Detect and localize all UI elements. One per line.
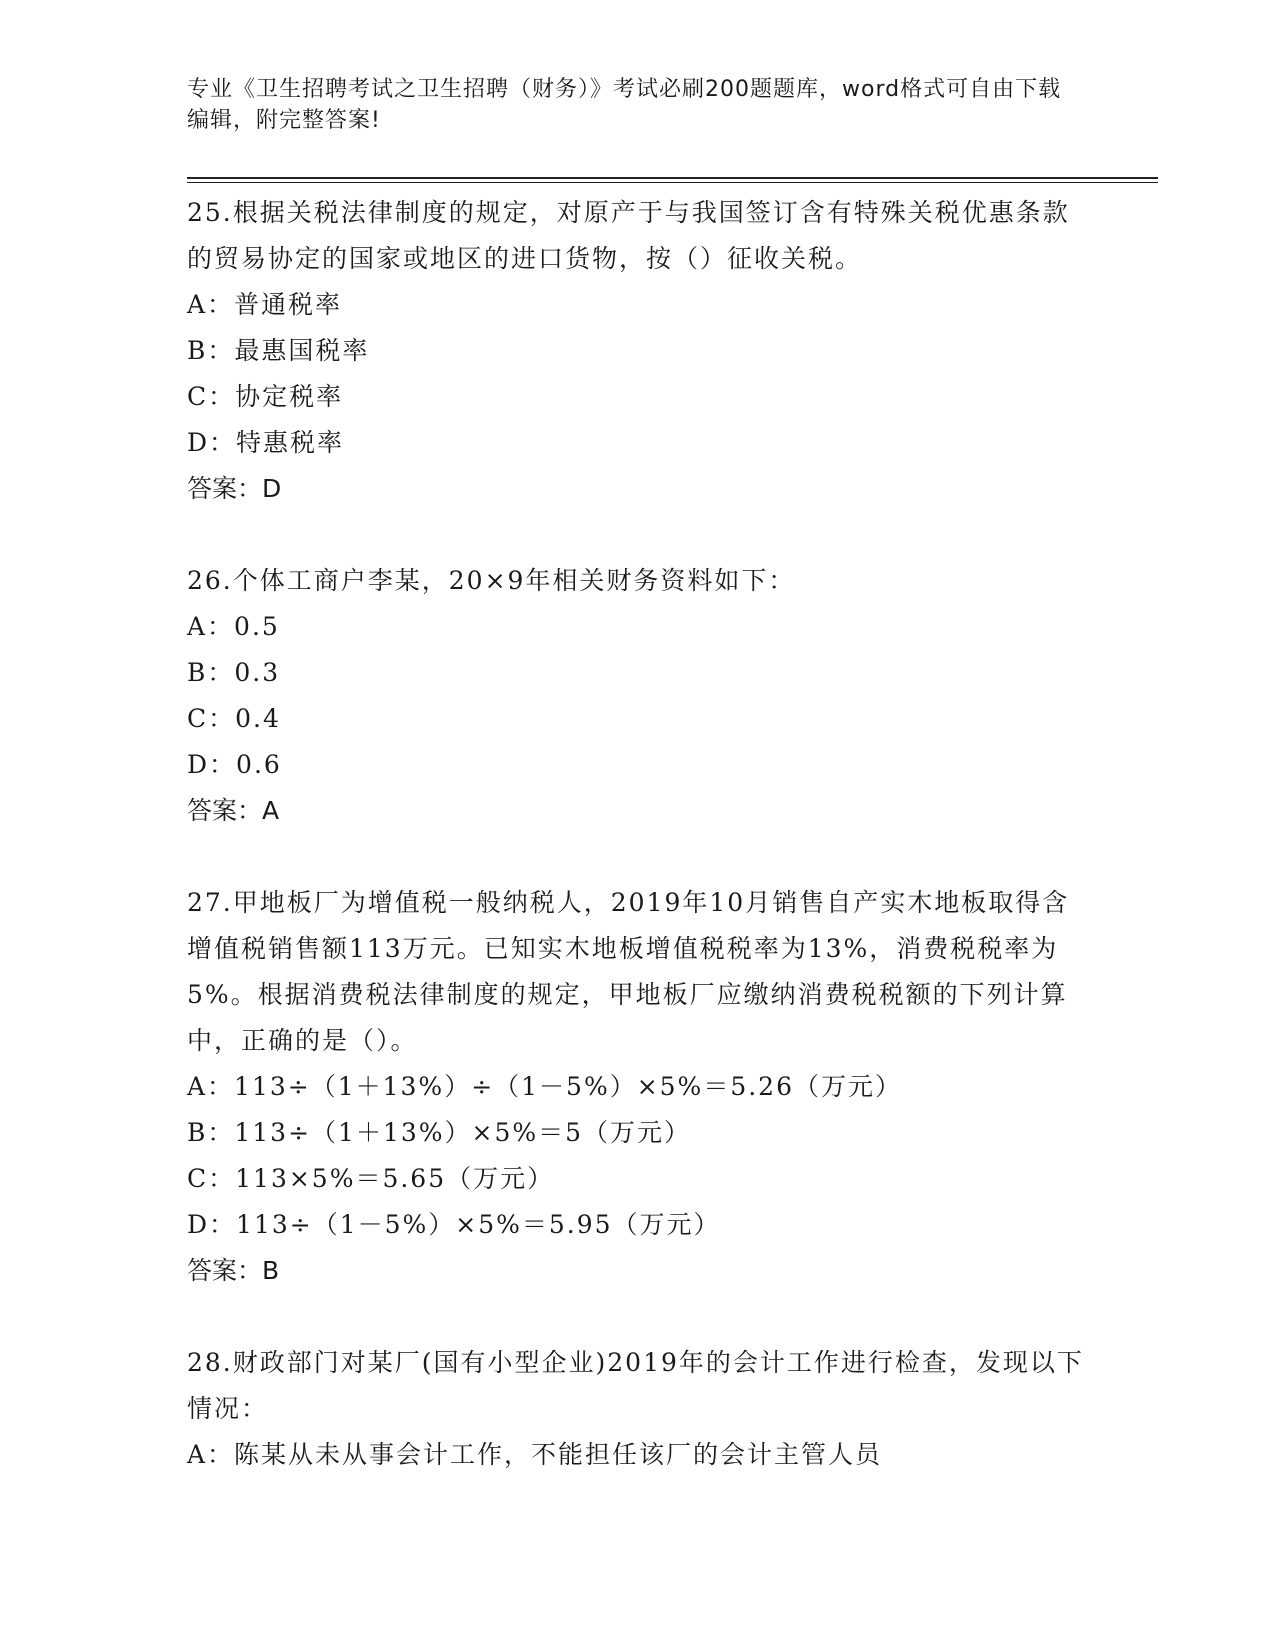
- question-stem: 25.根据关税法律制度的规定，对原产于与我国签订含有特殊关税优惠条款的贸易协定的国家或地区的进口货物，按（）征收关税。: [187, 198, 1070, 273]
- question-27: [187, 880, 1087, 1294]
- question-stem: 28.财政部门对某厂(国有小型企业)2019年的会计工作进行检查，发现以下情况：: [187, 1348, 1084, 1423]
- option-a: A：0.5: [187, 612, 280, 641]
- option-c: C：0.4: [187, 704, 281, 733]
- question-25: [187, 190, 1087, 512]
- answer-line: 答案：D: [187, 474, 282, 503]
- spacer: [187, 834, 1087, 880]
- option-c: C：协定税率: [187, 382, 344, 411]
- header-divider-thin: [187, 182, 1158, 183]
- option-b: B：最惠国税率: [187, 336, 370, 365]
- option-d: D：0.6: [187, 750, 282, 779]
- answer-line: 答案：A: [187, 796, 280, 825]
- header-divider: [187, 177, 1158, 179]
- option-d: D：113÷（1－5%）×5%＝5.95（万元）: [187, 1210, 721, 1239]
- question-stem: 26.个体工商户李某，20×9年相关财务资料如下：: [187, 566, 796, 595]
- question-stem: 27.甲地板厂为增值税一般纳税人，2019年10月销售自产实木地板取得含增值税销售额113万元。已知实木地板增值税税率为13%，消费税税率为5%。根据消费税法律制度的规定，甲地板厂应缴纳消费税税额的下列计算中，正确的是（）。: [187, 888, 1070, 1055]
- question-list: [187, 190, 1087, 1478]
- option-a: A：普通税率: [187, 290, 343, 319]
- spacer: [187, 1294, 1087, 1340]
- option-b: B：113÷（1＋13%）×5%＝5（万元）: [187, 1118, 692, 1147]
- option-c: C：113×5%＝5.65（万元）: [187, 1164, 555, 1193]
- question-26: [187, 558, 1087, 834]
- question-28: [187, 1340, 1087, 1478]
- spacer: [187, 512, 1087, 558]
- option-a: A：113÷（1＋13%）÷（1－5%）×5%＝5.26（万元）: [187, 1072, 902, 1101]
- option-a: A：陈某从未从事会计工作，不能担任该厂的会计主管人员: [187, 1440, 883, 1469]
- option-d: D：特惠税率: [187, 428, 345, 457]
- document-header: 专业《卫生招聘考试之卫生招聘（财务）》考试必刷200题题库，word格式可自由下载编辑，附完整答案!: [187, 77, 1062, 133]
- option-b: B：0.3: [187, 658, 281, 687]
- answer-line: 答案：B: [187, 1256, 280, 1285]
